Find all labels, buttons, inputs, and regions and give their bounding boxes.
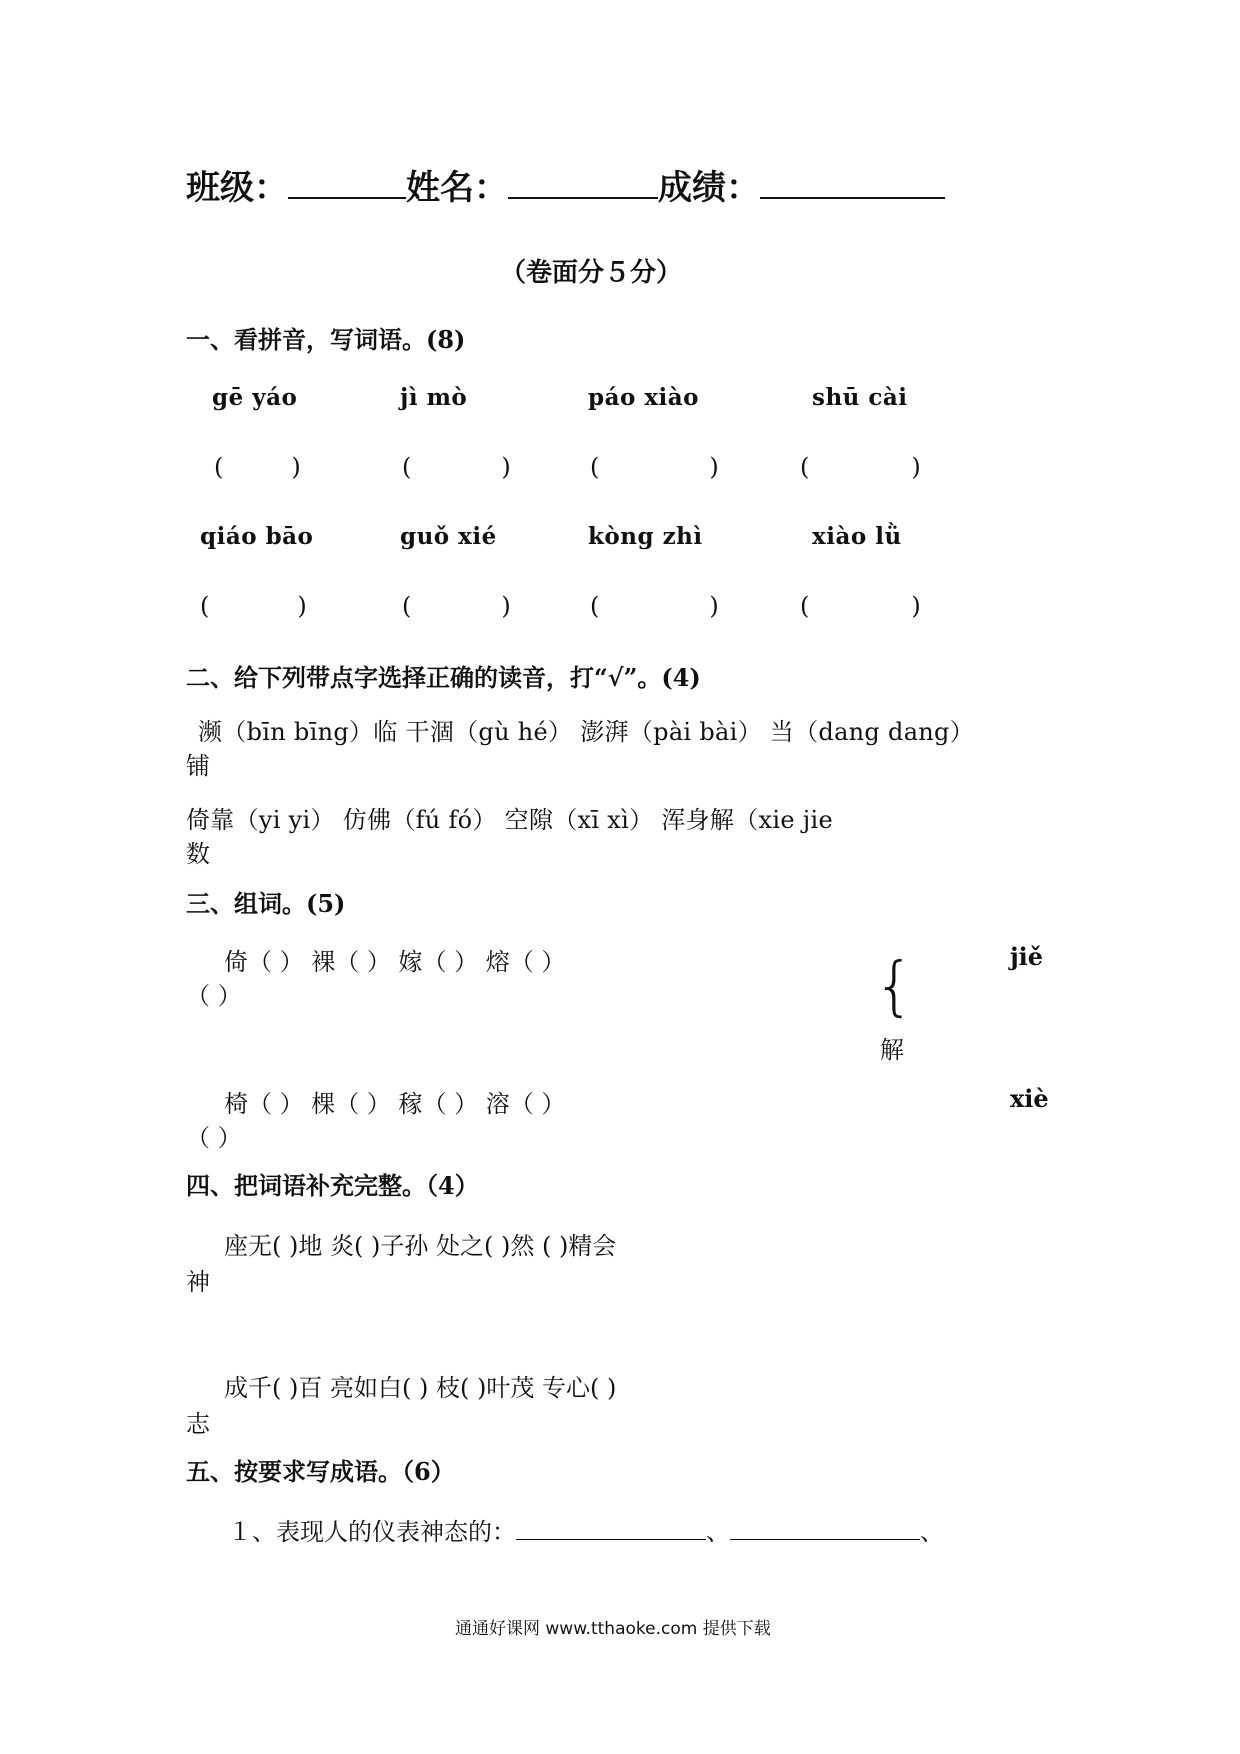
answer-box-2[interactable]: ( ) [402, 453, 511, 481]
answer-box-6[interactable]: ( ) [402, 592, 511, 620]
answer-box-3[interactable]: ( ) [590, 453, 719, 481]
section3-line2-wrap[interactable]: （ ） [186, 1124, 242, 1152]
pinyin-2: jì mò [400, 384, 468, 411]
section4-line2: 成千( )百 亮如白( ) 枝( )叶茂 专心( ) [224, 1374, 617, 1402]
class-blank[interactable] [288, 167, 406, 199]
section4-line1: 座无( )地 炎( )子孙 处之( )然 ( )精会 [224, 1232, 617, 1260]
section5-title: 五、按要求写成语。（6） [186, 1457, 455, 1486]
pinyin-5: qiáo bāo [200, 523, 314, 550]
answer-box-5[interactable]: ( ) [200, 592, 307, 620]
pinyin-4: shū cài [812, 384, 908, 411]
section3-line1: 倚（ ） 裸（ ） 嫁（ ） 熔（ ） [224, 948, 566, 976]
section2-line2: 倚靠（yi yi） 仿佛（fú fó） 空隙（xī xì） 浑身解（xie jie [186, 806, 833, 834]
section2-line2-wrap: 数 [186, 840, 210, 868]
answer-box-8[interactable]: ( ) [800, 592, 921, 620]
footer-text: 通通好课网 www.tthaoke.com 提供下载 [455, 1619, 771, 1639]
name-label: 姓名： [406, 168, 508, 208]
separator-2: 、 [920, 1518, 944, 1546]
section3-line1-wrap[interactable]: （ ） [186, 982, 242, 1010]
page-subtitle: （卷面分５分） [500, 258, 683, 288]
section3-line1-end: jiě [1010, 942, 1044, 971]
idiom-blank-1[interactable] [516, 1513, 706, 1540]
section4-line1-wrap: 神 [186, 1268, 210, 1296]
section4-line2-wrap: 志 [186, 1410, 210, 1438]
section5-item1 [228, 1512, 944, 1547]
header-line [186, 160, 945, 209]
brace-label: 解 [880, 1036, 904, 1064]
section2-title: 二、给下列带点字选择正确的读音，打“√”。(4) [186, 663, 701, 692]
answer-box-4[interactable]: ( ) [800, 453, 921, 481]
section3-title: 三、组词。(5) [186, 889, 346, 918]
name-blank[interactable] [508, 167, 658, 199]
section2-line1: 濒（bīn bīng）临 干涸（gù hé） 澎湃（pài bài） 当（dang dang） [198, 718, 975, 746]
section1-title: 一、看拼音，写词语。(8) [186, 325, 466, 354]
pinyin-1: gē yáo [212, 384, 298, 411]
section2-line1-wrap: 铺 [186, 752, 210, 780]
pinyin-8: xiào lǜ [812, 523, 902, 550]
section4-title: 四、把词语补充完整。（4） [186, 1171, 479, 1200]
class-label: 班级： [186, 168, 288, 208]
separator-1: 、 [706, 1518, 730, 1546]
score-blank[interactable] [760, 167, 945, 199]
brace-icon: { [874, 950, 915, 1024]
pinyin-7: kòng zhì [588, 523, 703, 550]
answer-box-1[interactable]: ( ) [214, 453, 301, 481]
section3-line2-end: xiè [1010, 1084, 1049, 1113]
score-label: 成绩： [658, 168, 760, 208]
pinyin-6: guǒ xié [400, 523, 497, 550]
answer-box-7[interactable]: ( ) [590, 592, 719, 620]
pinyin-3: páo xiào [588, 384, 700, 411]
section3-line2: 椅（ ） 棵（ ） 稼（ ） 溶（ ） [224, 1090, 566, 1118]
item1-label: １、表现人的仪表神态的： [228, 1518, 516, 1546]
idiom-blank-2[interactable] [730, 1513, 920, 1540]
